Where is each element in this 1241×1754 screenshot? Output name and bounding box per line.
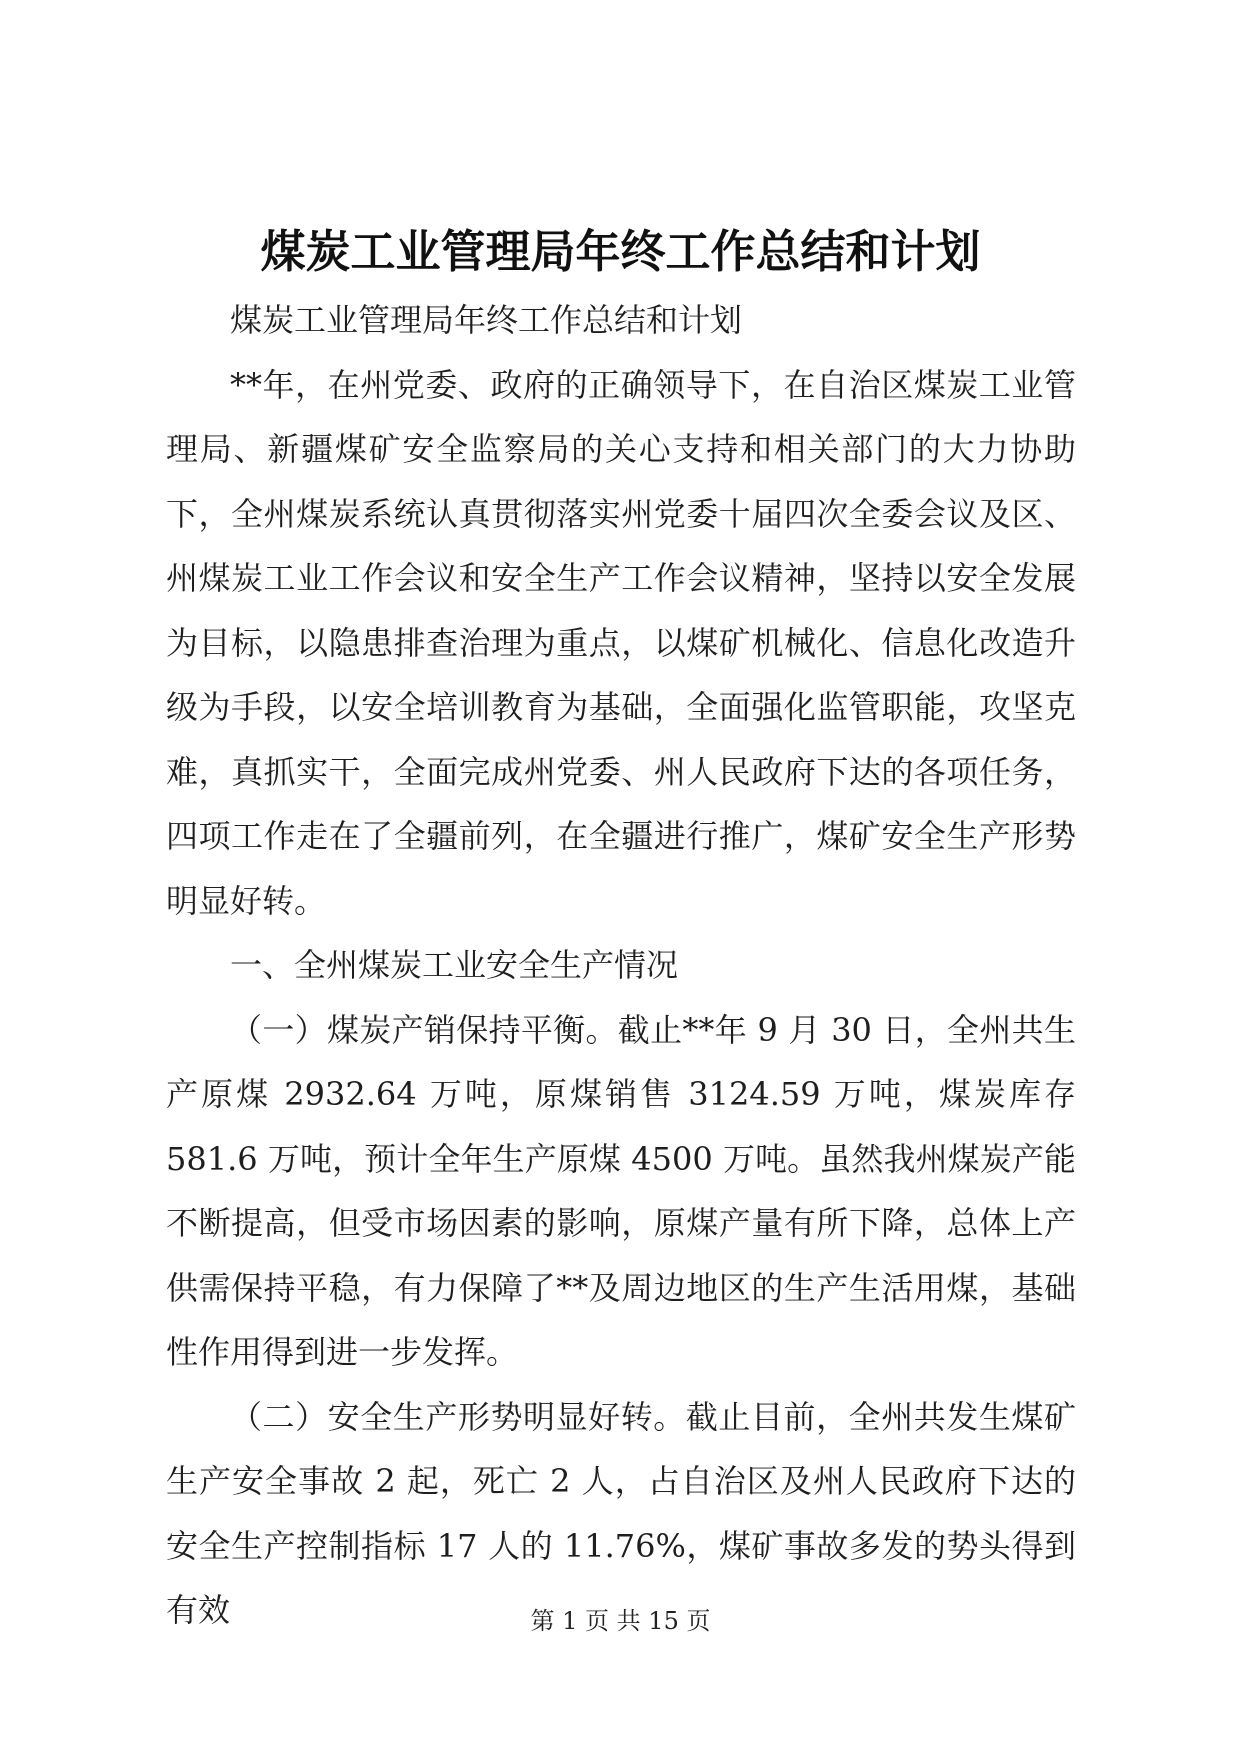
document-title: 煤炭工业管理局年终工作总结和计划 [260,225,981,278]
section-heading-1: 一、全州煤炭工业安全生产情况 [230,946,679,984]
subtitle-line: 煤炭工业管理局年终工作总结和计划 [230,301,743,339]
page-footer: 第 1 页 共 15 页 [530,1607,711,1635]
document-body [166,288,1076,1643]
paragraph-production: （一）煤炭产销保持平衡。截止**年 9 月 30 日，全州共生产原煤 2932.64 万吨，原煤销售 3124.59 万吨，煤炭库存 581.6 万吨，预计全年生产原煤 4500 万吨。虽然我州煤炭产能不断提高，但受市场因素的影响，原煤产量有所下降，总体上产供需保持平稳，有力保障了**及周边地区的生产生活用煤，基础性作用得到进一步发挥。 [166,1010,1076,1371]
paragraph-safety: （二）安全生产形势明显好转。截止目前，全州共发生煤矿生产安全事故 2 起，死亡 2 人，占自治区及州人民政府下达的安全生产控制指标 17 人的 11.76%，煤矿事故多发的势头得到有效 [166,1397,1076,1629]
paragraph-intro: **年，在州党委、政府的正确领导下，在自治区煤炭工业管理局、新疆煤矿安全监察局的关心支持和相关部门的大力协助下，全州煤炭系统认真贯彻落实州党委十届四次全委会议及区、州煤炭工业工作会议和安全生产工作会议精神，坚持以安全发展为目标，以隐患排查治理为重点，以煤矿机械化、信息化改造升级为手段，以安全培训教育为基础，全面强化监管职能，攻坚克难，真抓实干，全面完成州党委、州人民政府下达的各项任务，四项工作走在了全疆前列，在全疆进行推广，煤矿安全生产形势明显好转。 [166,365,1076,920]
